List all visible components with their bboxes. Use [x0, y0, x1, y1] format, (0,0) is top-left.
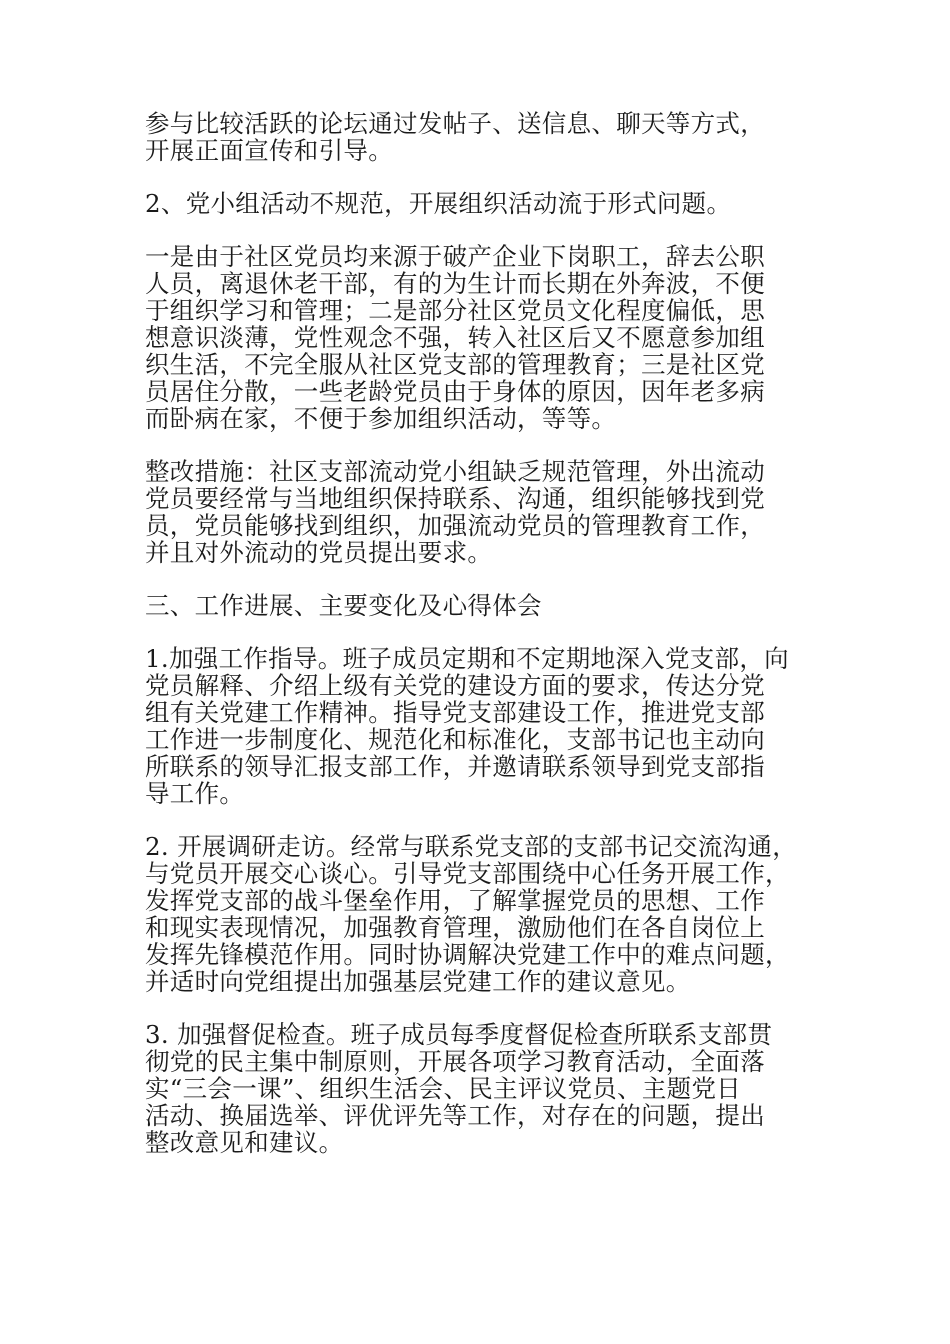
paragraph-rectification-measures: 整改措施：社区支部流动党小组缺乏规范管理，外出流动 党员要经常与当地组织保持联系、沟通，组织能够找到党 员，党员能够找到组织，加强流动党员的管理教育工作， 并且对外流动的党员提出要求。 — [145, 457, 765, 567]
paragraph-work-guidance: 1.加强工作指导。班子成员定期和不定期地深入党支部，向 党员解释、介绍上级有关党的建设方面的要求，传达分党 组有关党建工作精神。指导党支部建设工作，推进党支部 工作进一步制度化、规范化和标准化，支部书记也主动向 所联系的领导汇报支部工作，并邀请联系领导到党支部指 导工作。 — [145, 644, 789, 808]
paragraph-forum-publicity: 参与比较活跃的论坛通过发帖子、送信息、聊天等方式， 开展正面宣传和引导。 — [145, 109, 765, 165]
document-page — [145, 110, 810, 1182]
paragraph-research-visits: 2. 开展调研走访。经常与联系党支部的支部书记交流沟通， 与党员开展交心谈心。引导党支部围绕中心任务开展工作， 发挥党支部的战斗堡垒作用，了解掌握党员的思想、工作 和现实表现情况，加强教育管理，激励他们在各自岗位上 发挥先锋模范作用。同时协调解决党建工作中的难点问题， 并适时向党组提出加强基层党建工作的建议意见。 — [145, 832, 798, 996]
paragraph-issue-causes: 一是由于社区党员均来源于破产企业下岗职工，辞去公职 人员，离退休老干部，有的为生计而长期在外奔波，不便 于组织学习和管理；二是部分社区党员文化程度偏低，思 想意识淡薄，党性观念不强，转入社区后又不愿意参加组 织生活，不完全服从社区党支部的管理教育；三是社区党 员居住分散，一些老龄党员由于身体的原因，因年老多病 而卧病在家，不便于参加组织活动，等等。 — [145, 242, 765, 433]
section-heading-progress: 三、工作进展、主要变化及心得体会 — [145, 591, 542, 620]
paragraph-party-group-issue: 2、党小组活动不规范，开展组织活动流于形式问题。 — [145, 189, 732, 218]
paragraph-supervision-inspection: 3. 加强督促检查。班子成员每季度督促检查所联系支部贯 彻党的民主集中制原则，开展各项学习教育活动，全面落 实“三会一课”、组织生活会、民主评议党员、主题党日 活动、换届选举、评优评先等工作，对存在的问题，提出 整改意见和建议。 — [145, 1020, 773, 1157]
